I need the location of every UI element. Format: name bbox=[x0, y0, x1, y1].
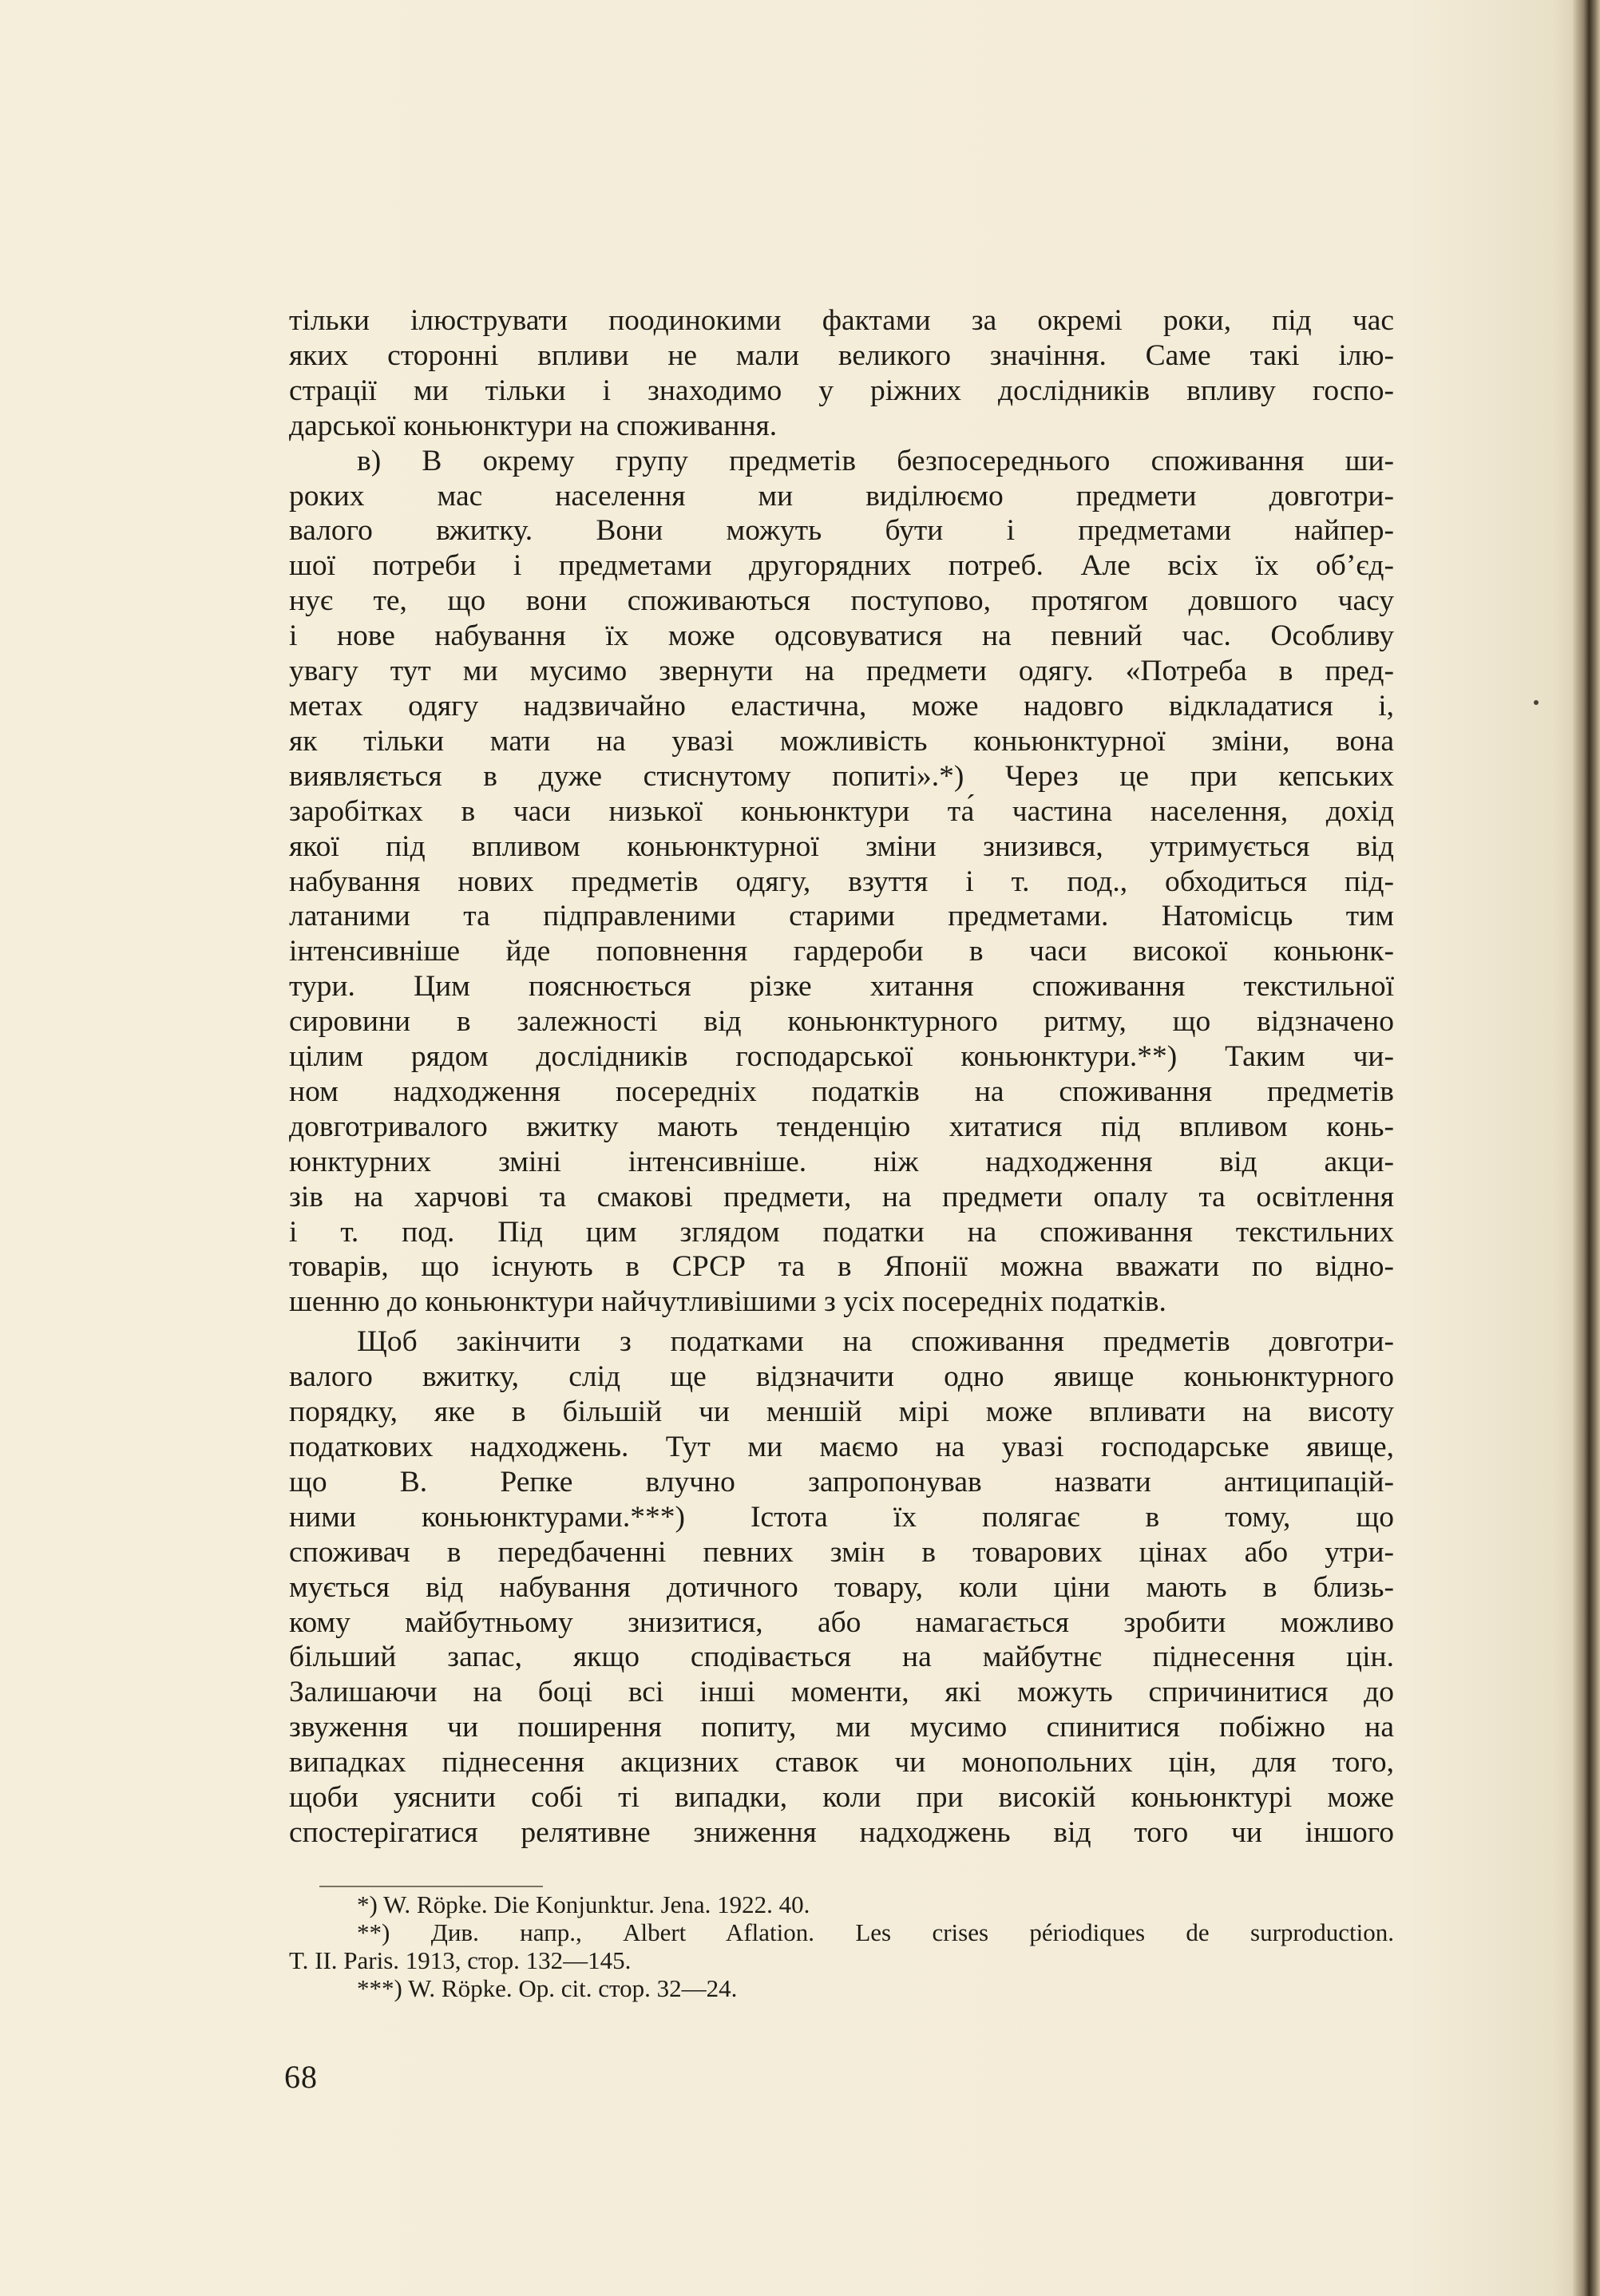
text-line: дарської коньюнктури на споживання. bbox=[289, 409, 778, 442]
page-number: 68 bbox=[284, 2059, 318, 2095]
text-line: набування нових предметів одягу, взуття і т. под., обходиться під- bbox=[289, 865, 1394, 898]
text-line: звуження чи поширення попиту, ми мусимо спинитися побіжно на bbox=[289, 1711, 1394, 1744]
text-line: товарів, що існують в СРСР та в Японії можна вважати по відно- bbox=[289, 1250, 1394, 1284]
text-line: виявляється в дуже стиснутому попиті».*) Через це при кепських bbox=[289, 759, 1394, 793]
footnote: *) W. Röpke. Die Konjunktur. Jena. 1922. 40. bbox=[357, 1890, 810, 1918]
text-line: і т. под. Під цим зглядом податки на споживання текстильних bbox=[289, 1215, 1394, 1249]
text-line: якої під впливом коньюнктурної зміни знизився, утримується від bbox=[289, 829, 1394, 863]
text-line: в) В окрему групу предметів безпосереднього споживання ши- bbox=[357, 444, 1394, 477]
text-line: спостерігатися релятивне зниження надходжень від того чи іншого bbox=[289, 1815, 1394, 1849]
text-line: випадках піднесення акцизних ставок чи монопольних цін, для того, bbox=[289, 1746, 1394, 1779]
footnote: **) Див. напр., Albert Aflation. Les crises périodiques de surproduction. bbox=[357, 1918, 1394, 1946]
footnote-rule bbox=[319, 1886, 543, 1887]
text-line: споживач в передбаченні певних змін в товарових цінах або утри- bbox=[289, 1535, 1394, 1569]
text-line: ном надходження посередніх податків на споживання предметів bbox=[289, 1075, 1394, 1108]
text-line: Щоб закінчити з податками на споживання предметів довготри- bbox=[357, 1325, 1394, 1359]
text-line: як тільки мати на увазі можливість коньюнктурної зміни, вона bbox=[289, 724, 1394, 758]
text-line: порядку, яке в більшій чи меншій мірі може впливати на висоту bbox=[289, 1395, 1394, 1429]
footnotes bbox=[289, 1890, 1394, 2002]
text-line: податкових надходжень. Тут ми маємо на увазі господарське явище, bbox=[289, 1431, 1394, 1463]
text-line: щоби уяснити собі ті випадки, коли при високій коньюнктурі може bbox=[289, 1781, 1394, 1815]
text-line: цілим рядом дослідників господарської коньюнктури.**) Таким чи- bbox=[289, 1040, 1394, 1074]
text-line: метах одягу надзвичайно еластична, може надовго відкладатися і, bbox=[289, 689, 1394, 722]
text-line: валого вжитку. Вони можуть бути і предметами найпер- bbox=[289, 514, 1394, 548]
text-line: заробітках в часи низької коньюнктури та́ частина населення, дохід bbox=[289, 794, 1394, 828]
text-line: зів на харчові та смакові предмети, на предмети опалу та освітлення bbox=[289, 1180, 1394, 1213]
text-line: тури. Цим пояснюється різке хитання споживання текстильної bbox=[289, 970, 1394, 1004]
book-binding-edge bbox=[1573, 0, 1600, 2296]
paper-speck bbox=[1534, 700, 1539, 705]
text-line: юнктурних зміні інтенсивніше. ніж надходження від акци- bbox=[289, 1145, 1394, 1178]
footnote: ***) W. Röpke. Op. cit. стор. 32—24. bbox=[357, 1974, 738, 2002]
text-line: мується від набування дотичного товару, коли ціни мають в близь- bbox=[289, 1570, 1394, 1604]
text-line: ними коньюнктурами.***) Істота їх полягає в тому, що bbox=[289, 1500, 1394, 1534]
text-line: Залишаючи на боці всі інші моменти, які можуть спричинитися до bbox=[289, 1676, 1394, 1709]
text-line: страції ми тільки і знаходимо у ріжних дослідників впливу госпо- bbox=[289, 374, 1394, 407]
text-line: увагу тут ми мусимо звернути на предмети одягу. «Потреба в пред- bbox=[289, 655, 1394, 688]
text-line: шої потреби і предметами другорядних потреб. Але всіх їх об’єд- bbox=[289, 549, 1394, 583]
text-line: більший запас, якщо сподівається на майбутнє піднесення цін. bbox=[289, 1641, 1394, 1674]
text-line: сировини в залежності від коньюнктурного ритму, що відзначено bbox=[289, 1005, 1394, 1039]
text-line: роких мас населення ми виділюємо предмети довготри- bbox=[289, 479, 1394, 513]
text-line: яких сторонні впливи не мали великого значіння. Саме такі ілю- bbox=[289, 338, 1394, 372]
text-line: кому майбутньому знизитися, або намагається зробити можливо bbox=[289, 1605, 1394, 1639]
text-line: що В. Репке влучно запропонував назвати антиципацій- bbox=[289, 1465, 1394, 1498]
text-line: довготривалого вжитку мають тенденцію хитатися під впливом конь- bbox=[289, 1110, 1394, 1143]
text-line: шенню до коньюнктури найчутливішими з усіх посередніх податків. bbox=[289, 1285, 1166, 1319]
text-line: валого вжитку, слід ще відзначити одно явище коньюнктурного bbox=[289, 1360, 1394, 1394]
text-line: латаними та підправленими старими предметами. Натомісць тим bbox=[289, 900, 1394, 933]
text-line: тільки ілюструвати поодинокими фактами за окремі роки, під час bbox=[289, 304, 1394, 337]
body-text bbox=[289, 303, 1394, 1851]
text-line: і нове набування їх може одсовуватися на певний час. Особливу bbox=[289, 620, 1394, 653]
text-line: нує те, що вони споживаються поступово, протягом довшого часу bbox=[289, 584, 1394, 618]
text-line: інтенсивніше йде поповнення гардероби в часи високої коньюнк- bbox=[289, 935, 1394, 968]
footnote: T. II. Paris. 1913, стор. 132—145. bbox=[289, 1946, 632, 1974]
